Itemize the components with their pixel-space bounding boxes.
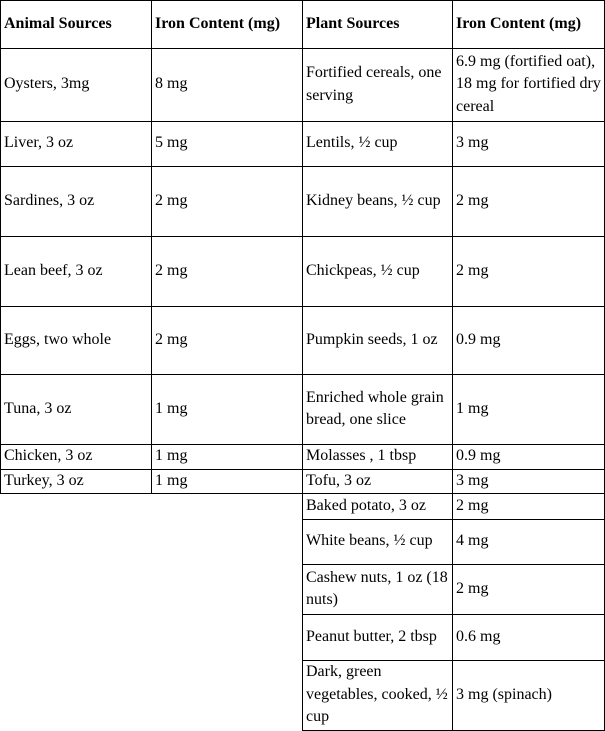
animal-iron-cell: 2 mg [155, 261, 188, 279]
plant-iron-cell: 3 mg [456, 472, 489, 490]
plant-source-cell: Kidney beans, ½ cup [306, 191, 441, 209]
grid-line [452, 0, 453, 731]
plant-iron-cell: 4 mg [456, 532, 489, 550]
grid-line [302, 564, 605, 565]
plant-source-cell: Baked potato, 3 oz [306, 497, 426, 515]
plant-source-cell: Molasses , 1 tbsp [306, 447, 417, 465]
plant-iron-cell: 3 mg [456, 134, 489, 152]
animal-iron-cell: 2 mg [155, 330, 188, 348]
header-plant-sources: Plant Sources [306, 14, 400, 32]
animal-source-cell: Tuna, 3 oz [4, 399, 72, 417]
animal-iron-cell: 1 mg [155, 472, 188, 490]
plant-iron-cell: 2 mg [456, 579, 489, 597]
animal-iron-cell: 1 mg [155, 399, 188, 417]
animal-source-cell: Sardines, 3 oz [4, 191, 95, 209]
plant-iron-cell: 0.9 mg [456, 330, 501, 348]
plant-source-cell: White beans, ½ cup [306, 532, 433, 550]
grid-line [302, 660, 605, 661]
plant-iron-cell: 2 mg [456, 497, 489, 515]
plant-iron-cell: 0.9 mg [456, 447, 501, 465]
header-plant-iron: Iron Content (mg) [456, 14, 582, 32]
plant-source-cell: Fortified cereals, one serving [306, 64, 442, 104]
animal-source-cell: Turkey, 3 oz [4, 472, 84, 490]
plant-source-cell: Tofu, 3 oz [306, 472, 372, 490]
animal-source-cell: Eggs, two whole [4, 330, 112, 348]
animal-source-cell: Liver, 3 oz [4, 134, 74, 152]
grid-line [302, 614, 605, 615]
header-animal-iron: Iron Content (mg) [155, 14, 281, 32]
plant-source-cell: Lentils, ½ cup [306, 134, 398, 152]
animal-iron-cell: 5 mg [155, 134, 188, 152]
animal-source-cell: Oysters, 3mg [4, 75, 90, 93]
plant-iron-cell: 2 mg [456, 191, 489, 209]
plant-iron-cell: 3 mg (spinach) [456, 685, 552, 703]
grid-line [151, 0, 152, 494]
animal-iron-cell: 1 mg [155, 447, 188, 465]
plant-source-cell: Chickpeas, ½ cup [306, 261, 420, 279]
plant-source-cell: Enriched whole grain bread, one slice [306, 388, 444, 428]
plant-source-cell: Peanut butter, 2 tbsp [306, 627, 437, 645]
animal-source-cell: Lean beef, 3 oz [4, 261, 103, 279]
grid-line [302, 0, 303, 731]
animal-source-cell: Chicken, 3 oz [4, 447, 93, 465]
plant-source-cell: Dark, green vegetables, cooked, ½ cup [306, 663, 448, 726]
plant-iron-cell: 2 mg [456, 261, 489, 279]
plant-iron-cell: 6.9 mg (fortified oat), 18 mg for fortified dry cereal [456, 52, 601, 115]
animal-iron-cell: 8 mg [155, 75, 188, 93]
plant-iron-cell: 1 mg [456, 399, 489, 417]
plant-source-cell: Cashew nuts, 1 oz (18 nuts) [306, 568, 448, 608]
header-animal-sources: Animal Sources [4, 14, 112, 32]
plant-source-cell: Pumpkin seeds, 1 oz [306, 330, 438, 348]
grid-line [302, 519, 605, 520]
plant-iron-cell: 0.6 mg [456, 627, 501, 645]
grid-line [0, 0, 1, 494]
animal-iron-cell: 2 mg [155, 191, 188, 209]
